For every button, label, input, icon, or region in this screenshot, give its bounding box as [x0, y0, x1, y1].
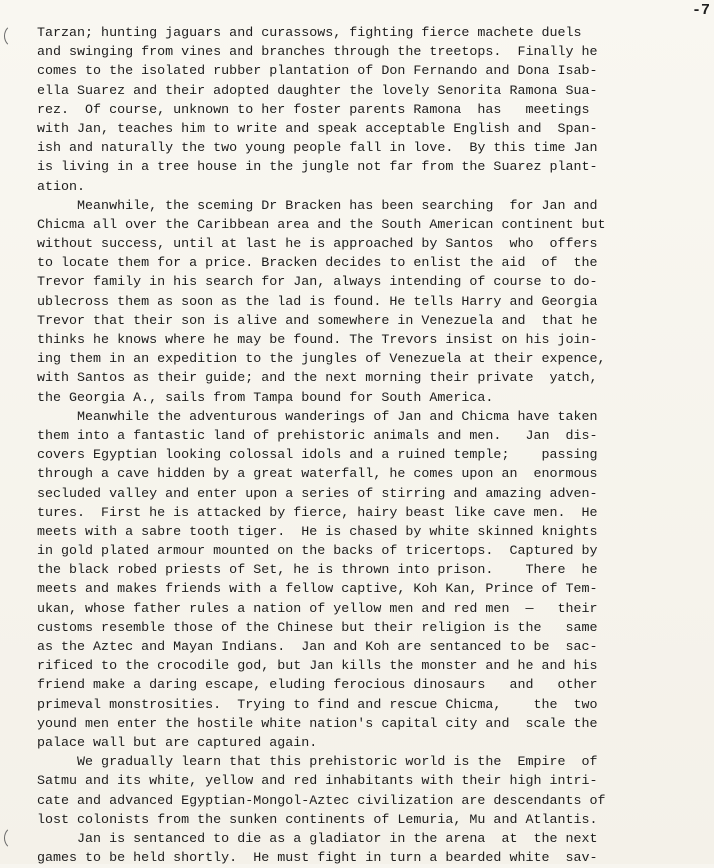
text-line: and swinging from vines and branches through the treetops. Finally he [37, 45, 598, 61]
text-line: customs resemble those of the Chinese but their religion is the same [37, 620, 598, 636]
text-line: thinks he knows where he may be found. The Trevors insist on his join- [37, 333, 598, 348]
text-line: with Santos as their guide; and the next morning their private yatch, [37, 371, 598, 387]
text-line: ing them in an expedition to the jungles of Venezuela at their expence, [37, 352, 606, 368]
text-line: meets and makes friends with a fellow captive, Koh Kan, Prince of Tem- [37, 582, 598, 598]
text-line: as the Aztec and Mayan Indians. Jan and Koh are sentanced to be sac- [37, 640, 598, 655]
text-line: games to be held shortly. He must fight in turn a bearded white sav- [37, 851, 598, 867]
text-line: Chicma all over the Caribbean area and the South American continent but [37, 217, 606, 233]
text-line: Jan is sentanced to die as a gladiator in the arena at the next [37, 831, 598, 847]
text-line: ublecross them as soon as the lad is found. He tells Harry and Georgia [37, 294, 598, 310]
text-line: ukan, whose father rules a nation of yellow men and red men — their [37, 601, 598, 617]
text-line: rificed to the crocodile god, but Jan kills the monster and he and his [37, 659, 598, 675]
binder-hole-mark-bottom [4, 826, 27, 850]
text-line: ation. [37, 179, 86, 195]
text-line: rez. Of course, unknown to her foster parents Ramona has meetings [37, 102, 590, 118]
text-line: covers Egyptian looking colossal idols and a ruined temple; passing [37, 448, 598, 464]
text-line: friend make a daring escape, eluding ferocious dinosaurs and other [37, 678, 598, 694]
text-line: is living in a tree house in the jungle not far from the Suarez plant- [37, 160, 598, 176]
text-line: palace wall but are captured again. [37, 735, 318, 751]
text-line: cate and advanced Egyptian-Mongol-Aztec civilization are descendants of [37, 793, 606, 809]
text-line: Satmu and its white, yellow and red inhabitants with their high intri- [37, 774, 598, 790]
text-line: with Jan, teaches him to write and speak acceptable English and Span- [37, 121, 598, 137]
text-line: Meanwhile, the sceming Dr Bracken has been searching for Jan and [37, 198, 598, 214]
text-line: to locate them for a price. Bracken decides to enlist the aid of the [37, 256, 598, 272]
text-line: yound men enter the hostile white nation's capital city and scale the [37, 716, 598, 732]
text-line: Meanwhile the adventurous wanderings of Jan and Chicma have taken [37, 409, 598, 425]
text-line: ella Suarez and their adopted daughter the lovely Senorita Ramona Sua- [37, 83, 598, 99]
text-line: Trevor family in his search for Jan, always intending of course to do- [37, 275, 598, 291]
page-number: -7 [691, 2, 710, 19]
text-line: We gradually learn that this prehistoric world is the Empire of [37, 755, 598, 771]
text-line: the black robed priests of Set, he is thrown into prison. There he [37, 563, 598, 579]
text-line: in gold plated armour mounted on the backs of tricertops. Captured by [37, 544, 598, 560]
text-line: ish and naturally the two young people fall in love. By this time Jan [37, 141, 598, 157]
text-line: comes to the isolated rubber plantation of Don Fernando and Dona Isab- [37, 64, 598, 80]
text-line: the Georgia A., sails from Tampa bound for South America. [37, 390, 494, 406]
text-line: them into a fantastic land of prehistoric animals and men. Jan dis- [37, 428, 598, 444]
body-text [37, 24, 705, 868]
text-line: without success, until at last he is approached by Santos who offers [37, 237, 598, 253]
text-line: Trevor that their son is alive and somewhere in Venezuela and that he [37, 313, 598, 329]
text-line: through a cave hidden by a great waterfall, he comes upon an enormous [37, 467, 598, 483]
text-line: lost colonists from the sunken continents of Lemuria, Mu and Atlantis. [37, 812, 598, 828]
text-line: secluded valley and enter upon a series of stirring and amazing adven- [37, 486, 598, 502]
binder-hole-mark-top [4, 24, 27, 48]
text-line: primeval monstrosities. Trying to find and rescue Chicma, the two [37, 697, 598, 713]
text-line: tures. First he is attacked by fierce, hairy beast like cave men. He [37, 505, 598, 521]
text-line: Tarzan; hunting jaguars and curassows, fighting fierce machete duels [37, 26, 582, 41]
text-line: meets with a sabre tooth tiger. He is chased by white skinned knights [37, 524, 598, 540]
